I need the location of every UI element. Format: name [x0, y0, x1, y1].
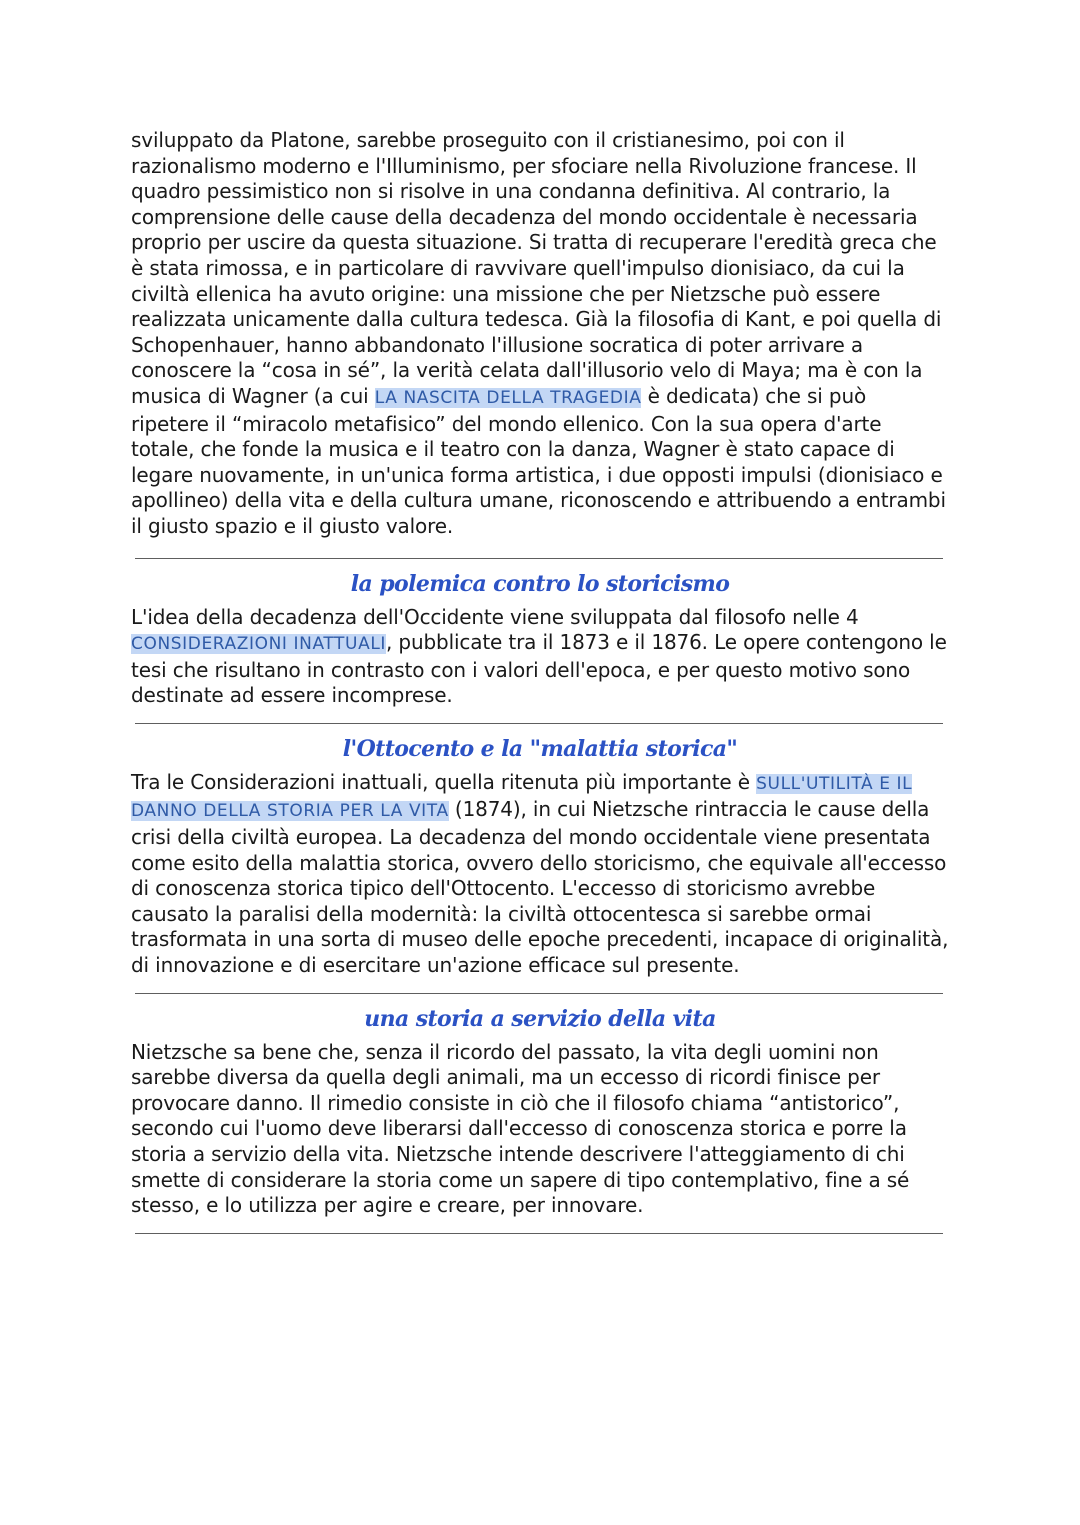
section-paragraph	[131, 1040, 949, 1219]
section-heading: la polemica contro lo storicismo	[350, 570, 730, 597]
section-divider	[135, 558, 943, 559]
document-page	[131, 128, 949, 1234]
paragraph-text-part-1: L'idea della decadenza dell'Occidente viene sviluppata dal filosofo nelle 4	[131, 604, 859, 629]
highlight-sull-utilita-e-il-danno: SULL'UTILITÀ E IL DANNO DELLA STORIA PER LA VITA	[131, 773, 913, 822]
paragraph-text-part-2: , pubblicate tra il 1873 e il 1876. Le opere contengono le tesi che risultano in contrasto con i valori dell'epoca, e per questo motivo sono destinate ad essere incomprese.	[131, 630, 947, 708]
highlight-nascita-della-tragedia: LA NASCITA DELLA TRAGEDIA	[374, 387, 642, 408]
section-heading: l'Ottocento e la "malattia storica"	[342, 735, 738, 762]
section-divider	[135, 993, 943, 994]
section-polemica-storicismo	[131, 569, 949, 709]
intro-paragraph	[131, 128, 949, 540]
intro-text-part-2: è dedicata) che si può ripetere il “miracolo metafisico” del mondo ellenico. Con la sua opera d'arte totale, che fonde la musica e il teatro con la danza, Wagner è stato capace di legare nuovamente, in un'unica forma artistica, i due opposti impulsi (dionisiaco e apollineo) della vita e della cultura umane, riconoscendo e attribuendo a entrambi il giusto spazio e il giusto valore.	[131, 383, 946, 538]
section-paragraph	[131, 770, 949, 979]
section-storia-servizio-vita	[131, 1004, 949, 1219]
section-divider	[135, 723, 943, 724]
section-malattia-storica	[131, 734, 949, 979]
intro-section	[131, 128, 949, 540]
section-heading: una storia a servizio della vita	[364, 1005, 716, 1032]
section-divider	[135, 1233, 943, 1234]
paragraph-text-part-1: Tra le Considerazioni inattuali, quella ritenuta più importante è	[131, 769, 757, 794]
paragraph-text-part-2: (1874), in cui Nietzsche rintraccia le cause della crisi della civiltà europea. La decadenza del mondo occidentale viene presentata come esito della malattia storica, ovvero dello storicismo, che equivale all'eccesso di conoscenza storica tipico dell'Ottocento. L'eccesso di storicismo avrebbe causato la paralisi della modernità: la civiltà ottocentesca si sarebbe ormai trasformata in una sorta di museo delle epoche precedenti, incapace di originalità, di innovazione e di esercitare un'azione efficace sul presente.	[131, 797, 949, 978]
paragraph-text: Nietzsche sa bene che, senza il ricordo del passato, la vita degli uomini non sarebbe diversa da quella degli animali, ma un eccesso di ricordi finisce per provocare danno. Il rimedio consiste in ciò che il filosofo chiama “antistorico”, secondo cui l'uomo deve liberarsi dall'eccesso di conoscenza storica e porre la storia a servizio della vita. Nietzsche intende descrivere l'atteggiamento di chi smette di considerare la storia come un sapere di tipo contemplativo, fine a sé stesso, e lo utilizza per agire e creare, per innovare.	[131, 1039, 910, 1218]
intro-text-part-1: sviluppato da Platone, sarebbe proseguito con il cristianesimo, poi con il razionalismo moderno e l'Illuminismo, per sfociare nella Rivoluzione francese. Il quadro pessimistico non si risolve in una condanna definitiva. Al contrario, la comprensione delle cause della decadenza del mondo occidentale è necessaria proprio per uscire da questa situazione. Si tratta di recuperare l'eredità greca che è stata rimossa, e in particolare di ravvivare quell'impulso dionisiaco, da cui la civiltà ellenica ha avuto origine: una missione che per Nietzsche può essere realizzata unicamente dalla cultura tedesca. Già la filosofia di Kant, e poi quella di Schopenhauer, hanno abbandonato l'illusione socratica di poter arrivare a conoscere la “cosa in sé”, la verità celata dall'illusorio velo di Maya; ma è con la musica di Wagner (a cui	[131, 128, 942, 408]
highlight-considerazioni-inattuali: CONSIDERAZIONI INATTUALI	[131, 634, 386, 655]
section-paragraph	[131, 605, 949, 709]
